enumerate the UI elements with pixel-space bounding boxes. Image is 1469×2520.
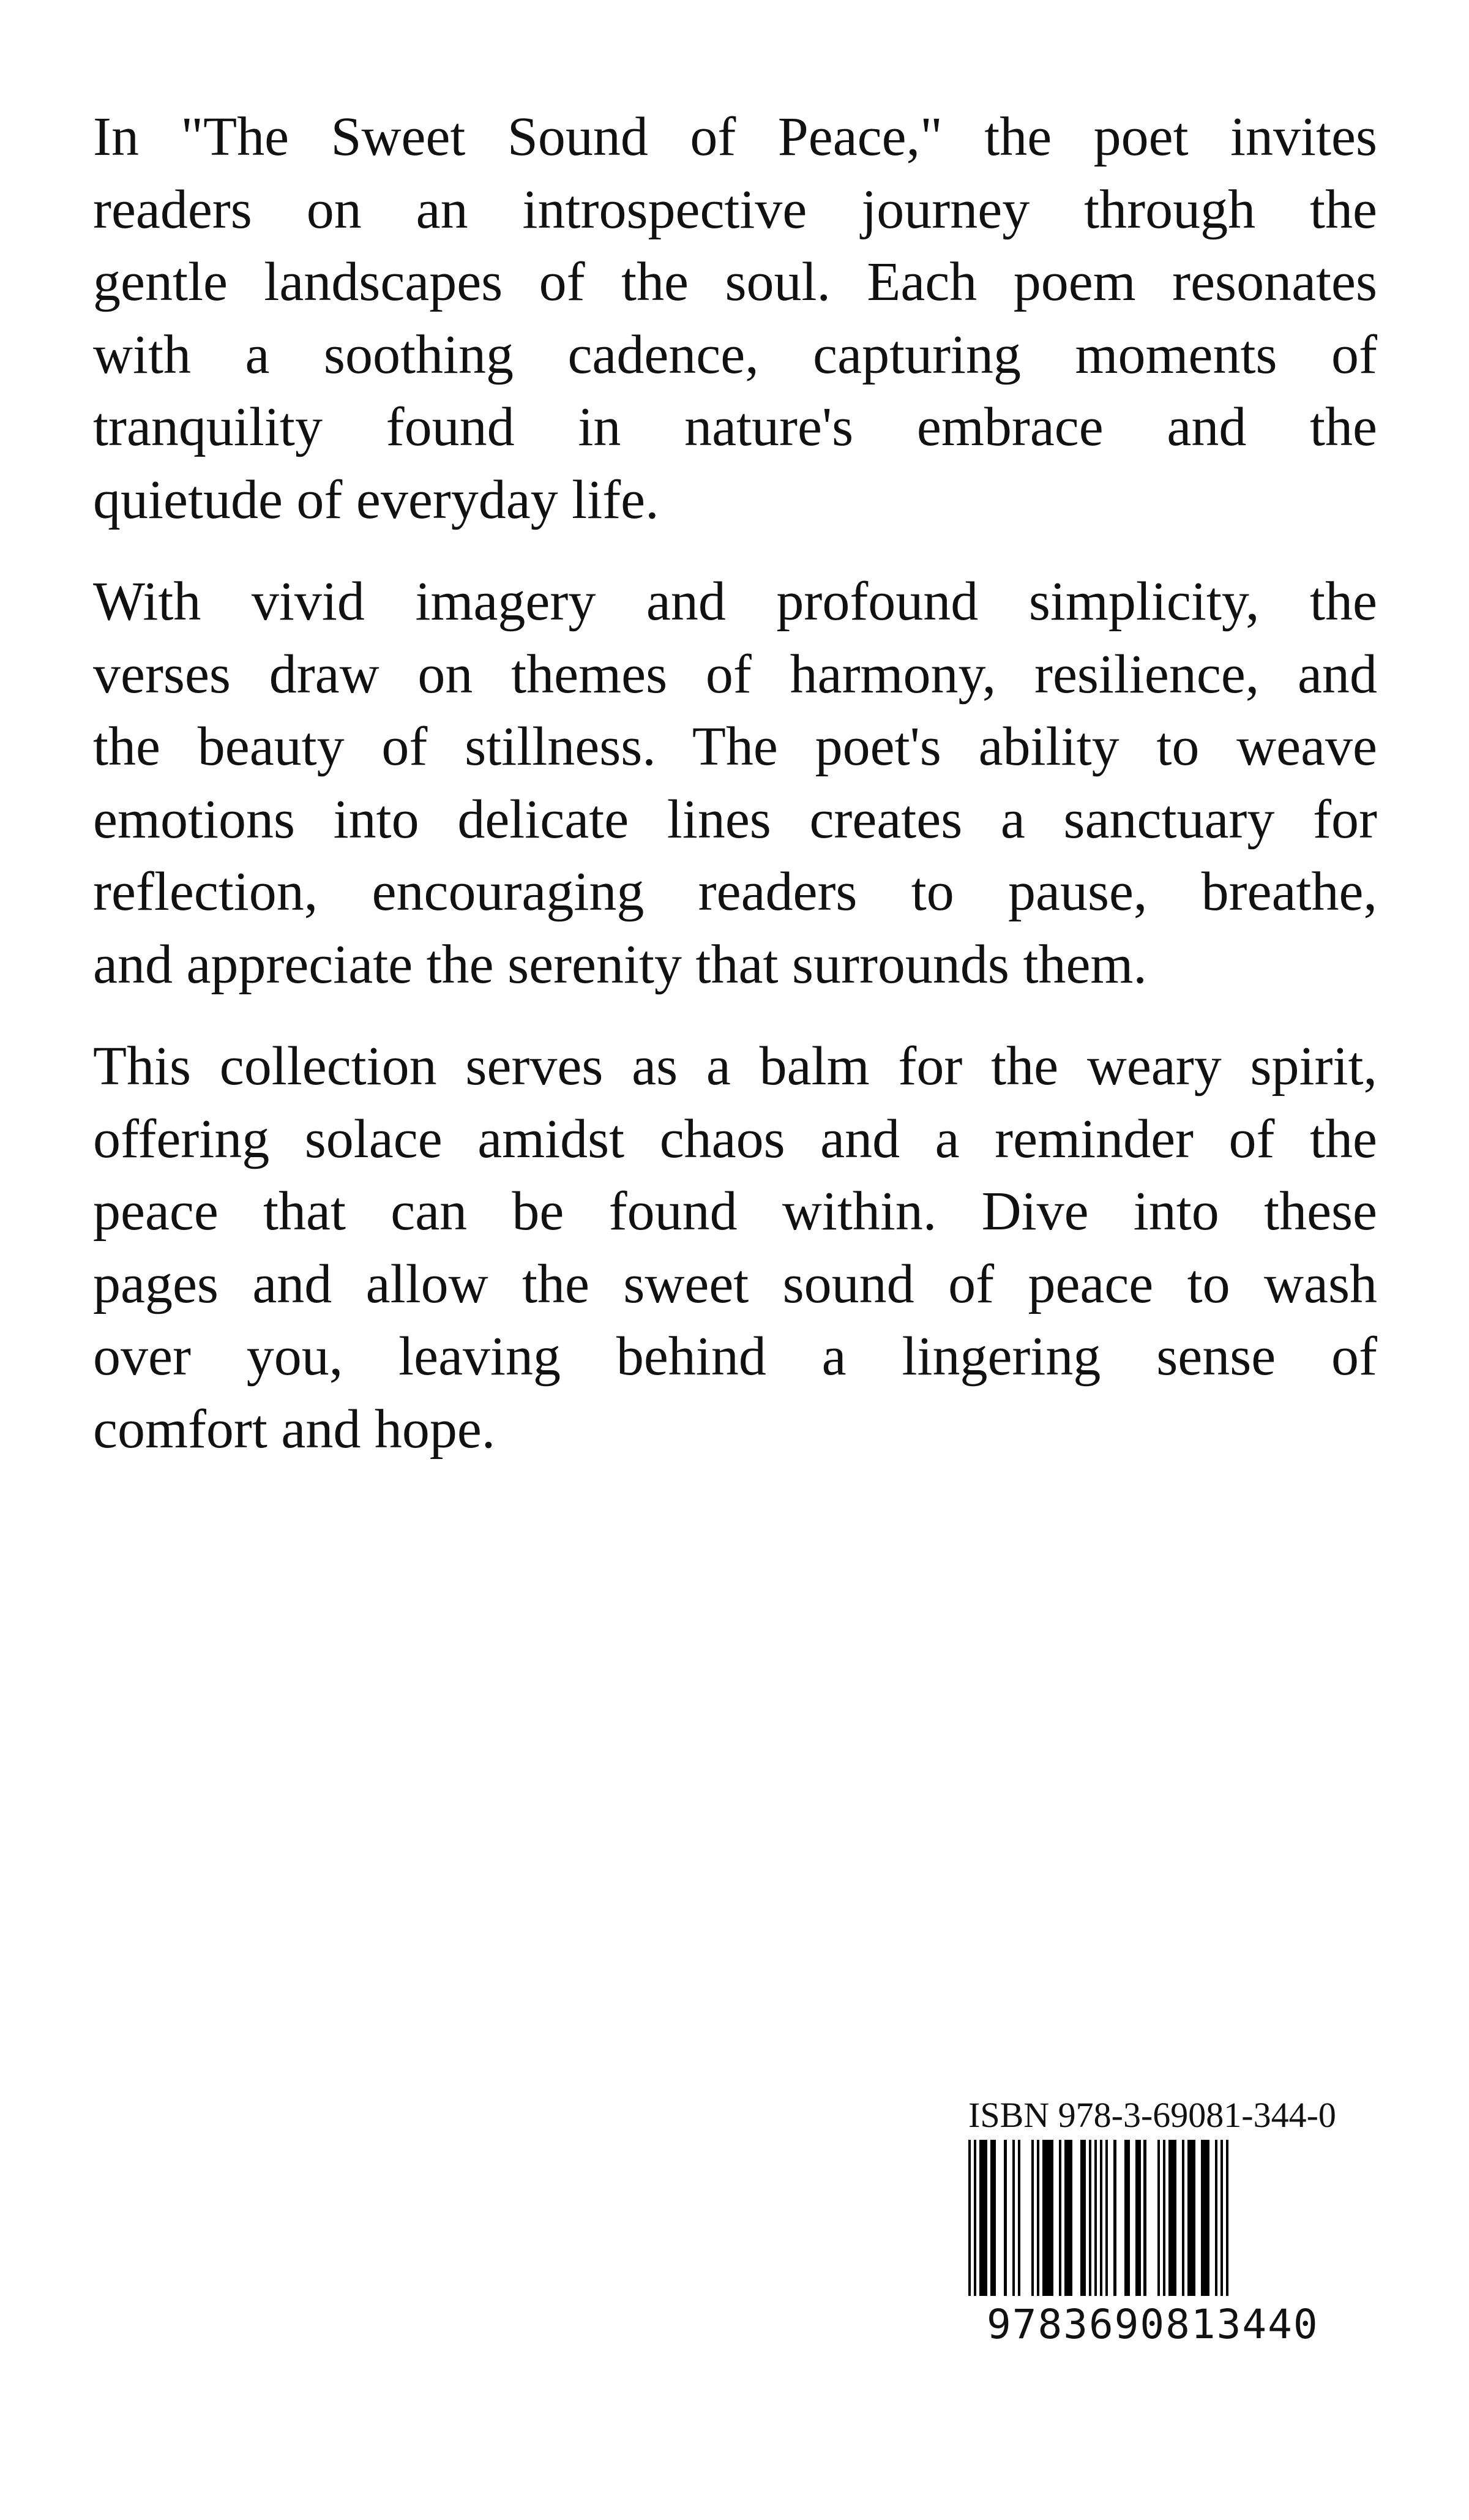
barcode-bar <box>1157 2140 1160 2296</box>
barcode-bar <box>1124 2140 1130 2296</box>
barcode-bar <box>1018 2140 1020 2296</box>
blurb-line: reflection, encouraging readers to pause, breathe, <box>93 861 1377 922</box>
barcode-bar <box>1042 2140 1053 2296</box>
blurb-line: peace that can be found within. Dive into these <box>93 1181 1377 1242</box>
barcode-bar <box>1226 2140 1228 2296</box>
barcode-bar <box>1187 2140 1195 2296</box>
barcode-bar <box>1201 2140 1209 2296</box>
blurb-paragraph-2 <box>93 566 1377 1001</box>
barcode-bar <box>1163 2140 1165 2296</box>
barcode-bar <box>1113 2140 1116 2296</box>
blurb-line: with a soothing cadence, capturing moments of <box>93 324 1377 385</box>
barcode-bar <box>1080 2140 1086 2296</box>
blurb-line: readers on an introspective journey through the <box>93 179 1377 240</box>
barcode-bar <box>974 2140 976 2296</box>
blurb-line: pages and allow the sweet sound of peace to wash <box>93 1253 1377 1314</box>
blurb-line: verses draw on themes of harmony, resilience, and <box>93 643 1377 705</box>
isbn-label: ISBN 978-3-69081-344-0 <box>968 2095 1336 2135</box>
blurb-line: offering solace amidst chaos and a reminder of the <box>93 1108 1377 1169</box>
blurb-paragraph-3 <box>93 1030 1377 1466</box>
barcode-bar <box>968 2140 971 2296</box>
blurb-line: comfort and hope. <box>93 1398 496 1460</box>
barcode-bar <box>1004 2140 1006 2296</box>
blurb-line: With vivid imagery and profound simplicity, the <box>93 571 1377 632</box>
blurb-line: This collection serves as a balm for the weary spirit, <box>93 1036 1377 1097</box>
barcode-bar <box>1059 2140 1061 2296</box>
blurb-line: emotions into delicate lines creates a sanctuary for <box>93 789 1377 850</box>
back-cover-blurb <box>93 101 1377 1495</box>
barcode-bar <box>979 2140 987 2296</box>
barcode-bar <box>1100 2140 1102 2296</box>
blurb-line: and appreciate the serenity that surrounds them. <box>93 934 1147 995</box>
barcode-bar <box>1031 2140 1034 2296</box>
barcode-image <box>968 2140 1228 2296</box>
barcode-bar <box>1220 2140 1223 2296</box>
barcode-bar <box>1089 2140 1091 2296</box>
blurb-line: gentle landscapes of the soul. Each poem resonates <box>93 252 1377 312</box>
barcode-bar <box>1182 2140 1184 2296</box>
blurb-line: In "The Sweet Sound of Peace," the poet invites <box>93 107 1377 167</box>
barcode-bar <box>1215 2140 1217 2296</box>
barcode-digits: 9783690813440 <box>987 2301 1319 2348</box>
barcode-bar <box>1012 2140 1015 2296</box>
barcode-bar <box>1094 2140 1097 2296</box>
blurb-paragraph-1 <box>93 101 1377 536</box>
blurb-line: tranquility found in nature's embrace and the <box>93 397 1377 457</box>
barcode-bar <box>1168 2140 1176 2296</box>
barcode-bar <box>1143 2140 1146 2296</box>
blurb-line: the beauty of stillness. The poet's ability to weave <box>93 716 1377 777</box>
barcode-bar <box>1135 2140 1141 2296</box>
blurb-line: over you, leaving behind a lingering sense of <box>93 1326 1377 1387</box>
blurb-line: quietude of everyday life. <box>93 469 659 530</box>
barcode-bar <box>990 2140 996 2296</box>
barcode-bar <box>1064 2140 1072 2296</box>
barcode-bar <box>1037 2140 1039 2296</box>
barcode-bar <box>1105 2140 1108 2296</box>
